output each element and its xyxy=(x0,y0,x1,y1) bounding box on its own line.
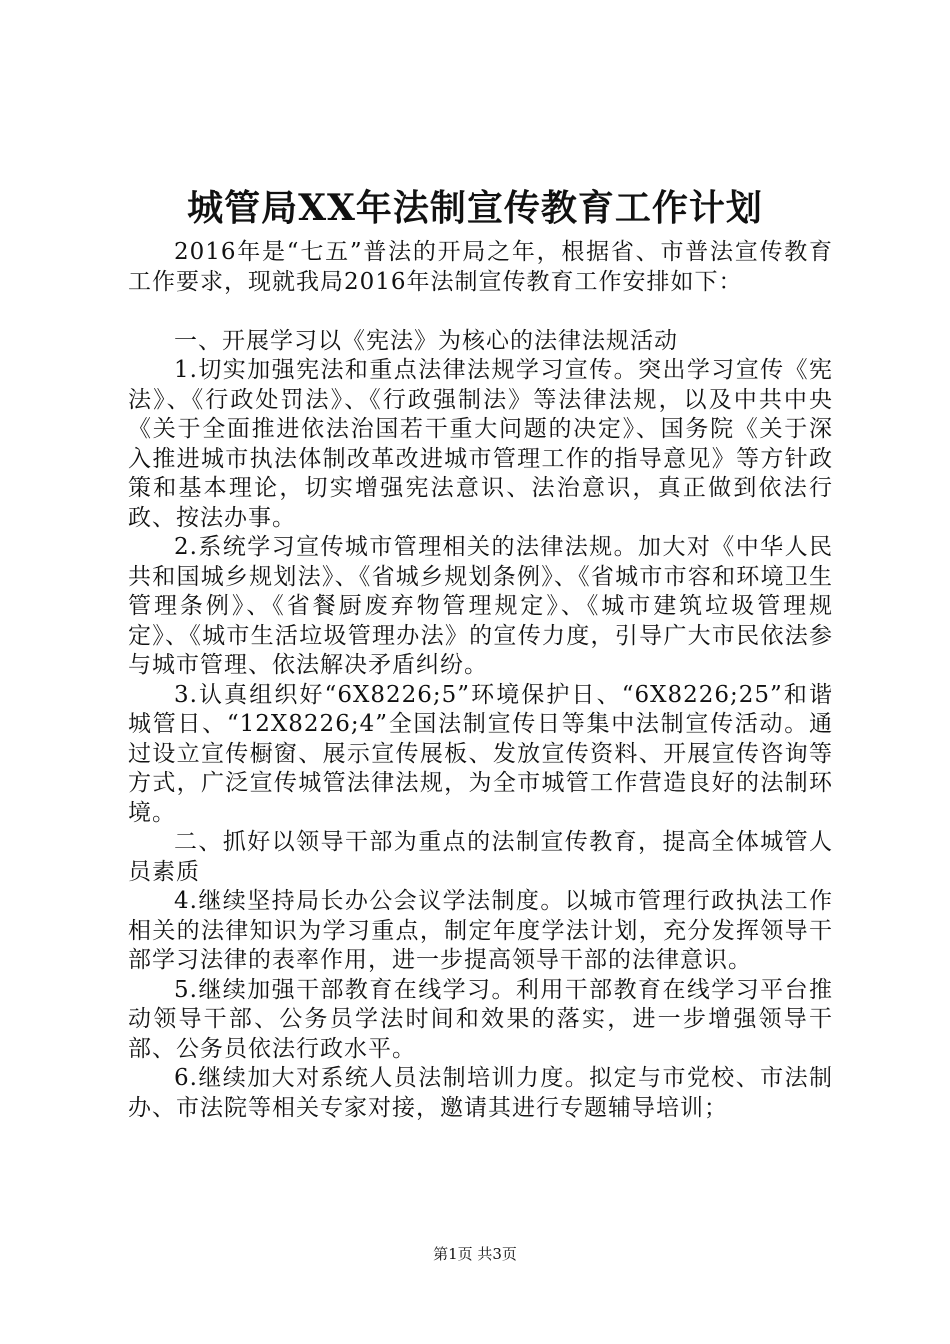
document-title: 城管局XX年法制宣传教育工作计划 xyxy=(187,187,763,229)
paragraph-item-3: 3.认真组织好“6X8226;5”环境保护日、“6X8226;25”和谐城管日、“12X8226;4”全国法制宣传日等集中法制宣传活动。通过设立宣传橱窗、展示宣传展板、发放宣传资料、开展宣传咨询等方式，广泛宣传城管法律法规，为全市城管工作营造良好的法制环境。 xyxy=(128,681,833,826)
document-body xyxy=(128,238,833,1123)
paragraph-item-2: 2.系统学习宣传城市管理相关的法律法规。加大对《中华人民共和国城乡规划法》、《省城乡规划条例》、《省城市市容和环境卫生管理条例》、《省餐厨废弃物管理规定》、《城市建筑垃圾管理规定》、《城市生活垃圾管理办法》的宣传力度，引导广大市民依法参与城市管理、依法解决矛盾纠纷。 xyxy=(128,534,833,678)
paragraph-item-6: 6.继续加大对系统人员法制培训力度。拟定与市党校、市法制办、市法院等相关专家对接，邀请其进行专题辅导培训； xyxy=(128,1065,833,1121)
intro-paragraph: 2016年是“七五”普法的开局之年，根据省、市普法宣传教育工作要求，现就我局2016年法制宣传教育工作安排如下： xyxy=(128,239,833,295)
section-heading-2: 二、抓好以领导干部为重点的法制宣传教育，提高全体城管人员素质 xyxy=(128,829,833,885)
paragraph-item-5: 5.继续加强干部教育在线学习。利用干部教育在线学习平台推动领导干部、公务员学法时间和效果的落实，进一步增强领导干部、公务员依法行政水平。 xyxy=(128,976,833,1062)
section-heading-1: 一、开展学习以《宪法》为核心的法律法规活动 xyxy=(174,327,678,354)
page-indicator: 第1页 共3页 xyxy=(433,1245,517,1263)
paragraph-item-1: 1.切实加强宪法和重点法律法规学习宣传。突出学习宣传《宪法》、《行政处罚法》、《行政强制法》等法律法规，以及中共中央《关于全面推进依法治国若干重大问题的决定》、国务院《关于深入推进城市执法体制改革改进城市管理工作的指导意见》等方针政策和基本理论，切实增强宪法意识、法治意识，真正做到依法行政、按法办事。 xyxy=(128,357,833,531)
paragraph-item-4: 4.继续坚持局长办公会议学法制度。以城市管理行政执法工作相关的法律知识为学习重点，制定年度学法计划，充分发挥领导干部学习法律的表率作用，进一步提高领导干部的法律意识。 xyxy=(128,888,833,973)
